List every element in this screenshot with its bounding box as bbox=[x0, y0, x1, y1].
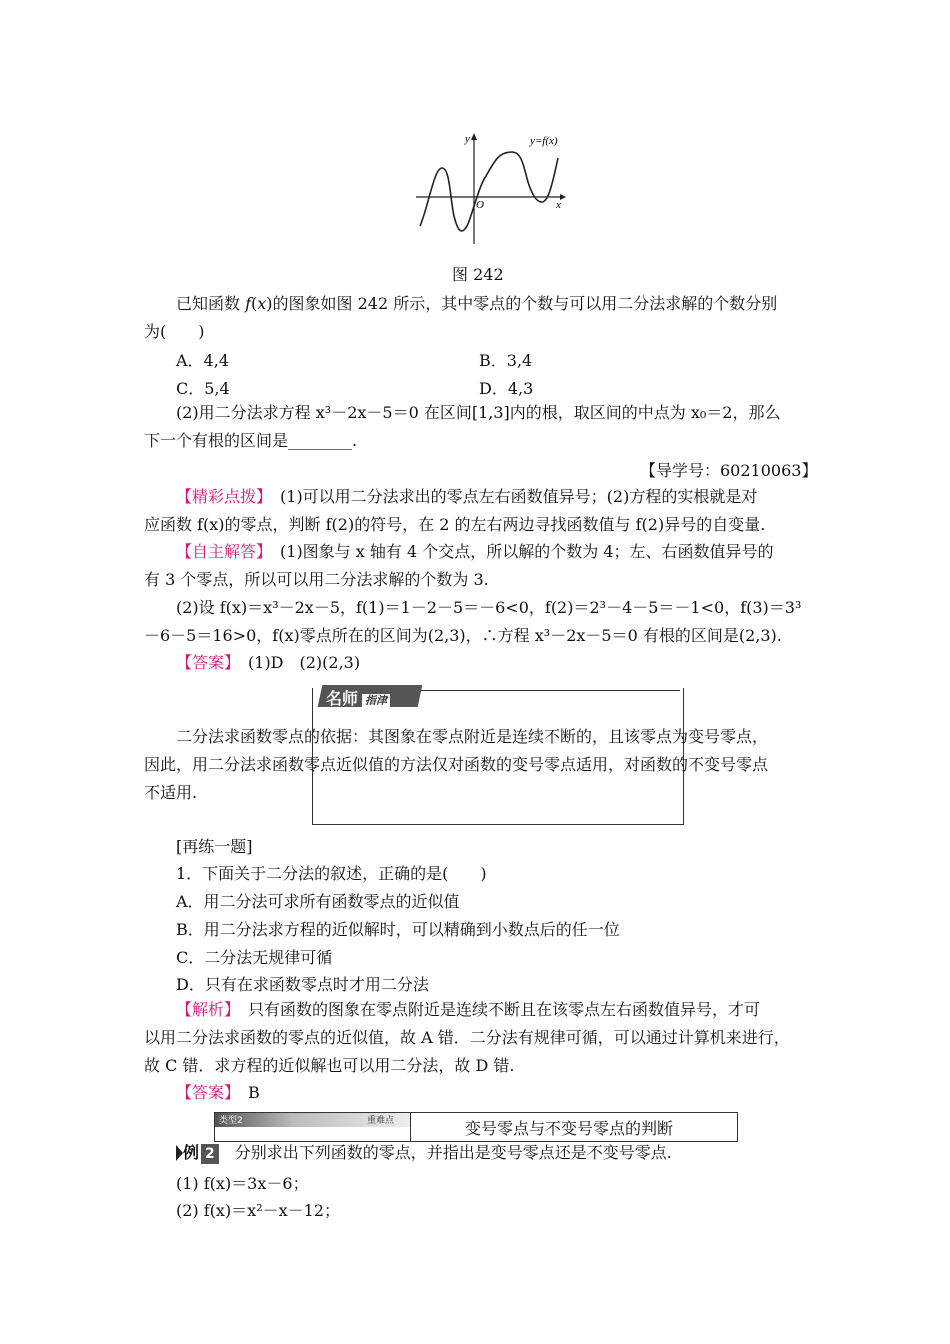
part2-line1: (2)用二分法求方程 x³－2x－5＝0 在区间[1,3]内的根，取区间的中点为 x₀＝2，那么 bbox=[176, 403, 781, 422]
curve-label: y=f(x) bbox=[530, 135, 558, 147]
part2-line2: 下一个有根的区间是________. bbox=[144, 431, 358, 450]
type-title: 变号零点与不变号零点的判断 bbox=[465, 1119, 674, 1138]
teacher-line3: 不适用. bbox=[144, 783, 198, 802]
option-c: C．5,4 bbox=[176, 379, 230, 398]
solution-line3: (2)设 f(x)＝x³－2x－5，f(1)＝1－2－5＝－6<0，f(2)＝2³－4－5＝－1<0，f(3)＝3³ bbox=[176, 598, 802, 617]
option-b: B．3,4 bbox=[479, 351, 533, 370]
problem-stem-line2: 为( ) bbox=[144, 322, 205, 341]
example-arrow-icon bbox=[176, 1145, 183, 1161]
practice-option-b: B．用二分法求方程的近似解时，可以精确到小数点后的任一位 bbox=[176, 920, 620, 939]
option-d: D．4,3 bbox=[479, 379, 534, 398]
teacher-line2: 因此，用二分法求函数零点近似值的方法仅对函数的变号零点适用，对函数的不变号零点 bbox=[144, 755, 769, 774]
example-item-1: (1) f(x)＝3x－6； bbox=[176, 1174, 309, 1193]
type-heading-divider bbox=[410, 1113, 411, 1141]
answer1-line: 【答案】 (1)D (2)(2,3) bbox=[176, 653, 361, 672]
analysis-line1: 【解析】 只有函数的图象在零点附近是连续不断且在该零点左右函数值异号，才可 bbox=[176, 1000, 761, 1019]
example-line: 例 2 分别求出下列函数的零点，并指出是变号零点还是不变号零点. bbox=[176, 1143, 672, 1164]
function-graph-figure bbox=[410, 128, 570, 250]
function-curve bbox=[420, 152, 558, 231]
analysis-tag: 【解析】 bbox=[176, 1000, 233, 1019]
problem-stem-line1: 已知函数 f(x)的图象如图 242 所示，其中零点的个数与可以用二分法求解的个数分别 bbox=[176, 294, 778, 313]
solution-tag: 【自主解答】 bbox=[176, 542, 265, 561]
solution-line1: 【自主解答】 (1)图象与 x 轴有 4 个交点，所以解的个数为 4；左、右函数值异号的 bbox=[176, 542, 774, 561]
type-label: 类型2 bbox=[219, 1116, 243, 1126]
answer1-tag: 【答案】 bbox=[176, 653, 233, 672]
practice-option-a: A．用二分法可求所有函数零点的近似值 bbox=[176, 892, 460, 911]
hint-tag: 【精彩点拨】 bbox=[176, 487, 265, 506]
analysis-line3: 故 C 错．求方程的近似解也可以用二分法，故 D 错. bbox=[144, 1056, 515, 1075]
type-heading-bar bbox=[214, 1112, 738, 1142]
hint-line1: 【精彩点拨】 (1)可以用二分法求出的零点左右函数值异号；(2)方程的实根就是对 bbox=[176, 487, 758, 506]
example-tag: 例 bbox=[183, 1143, 200, 1162]
practice-option-d: D．只有在求函数零点时才用二分法 bbox=[176, 975, 429, 994]
answer2-tag: 【答案】 bbox=[176, 1083, 233, 1102]
option-a: A．4,4 bbox=[176, 351, 230, 370]
teacher-badge: 名师 指津 bbox=[326, 686, 390, 709]
practice-question: 1．下面关于二分法的叙述，正确的是( ) bbox=[176, 864, 487, 883]
hint-line2: 应函数 f(x)的零点，判断 f(2)的符号，在 2 的左右两边寻找函数值与 f(2)异号的自变量. bbox=[144, 515, 766, 534]
teacher-line1: 二分法求函数零点的依据：其图象在零点附近是连续不断的，且该零点为变号零点， bbox=[176, 727, 769, 746]
answer2-line: 【答案】 B bbox=[176, 1083, 260, 1102]
solution-line2: 有 3 个零点，所以可以用二分法求解的个数为 3. bbox=[144, 570, 489, 589]
guide-number: 【导学号：60210063】 bbox=[640, 461, 818, 480]
practice-header: [再练一题] bbox=[176, 837, 253, 856]
solution-line4: －6－5＝16>0，f(x)零点所在的区间为(2,3)，∴方程 x³－2x－5＝0 有根的区间是(2,3). bbox=[144, 626, 782, 645]
practice-option-c: C．二分法无规律可循 bbox=[176, 948, 333, 967]
type-small-label: 重难点 bbox=[367, 1116, 395, 1126]
axis-y-label: y bbox=[465, 133, 470, 145]
origin-label: O bbox=[476, 199, 484, 211]
teacher-box-top-border bbox=[408, 690, 680, 691]
figure-caption: 图 242 bbox=[452, 265, 504, 284]
example-item-2: (2) f(x)＝x²－x－12； bbox=[176, 1201, 341, 1220]
example-number-badge: 2 bbox=[201, 1144, 219, 1164]
analysis-line2: 以用二分法求函数的零点的近似值，故 A 错．二分法有规律可循，可以通过计算机来进行， bbox=[144, 1028, 790, 1047]
axis-x-label: x bbox=[556, 199, 561, 211]
